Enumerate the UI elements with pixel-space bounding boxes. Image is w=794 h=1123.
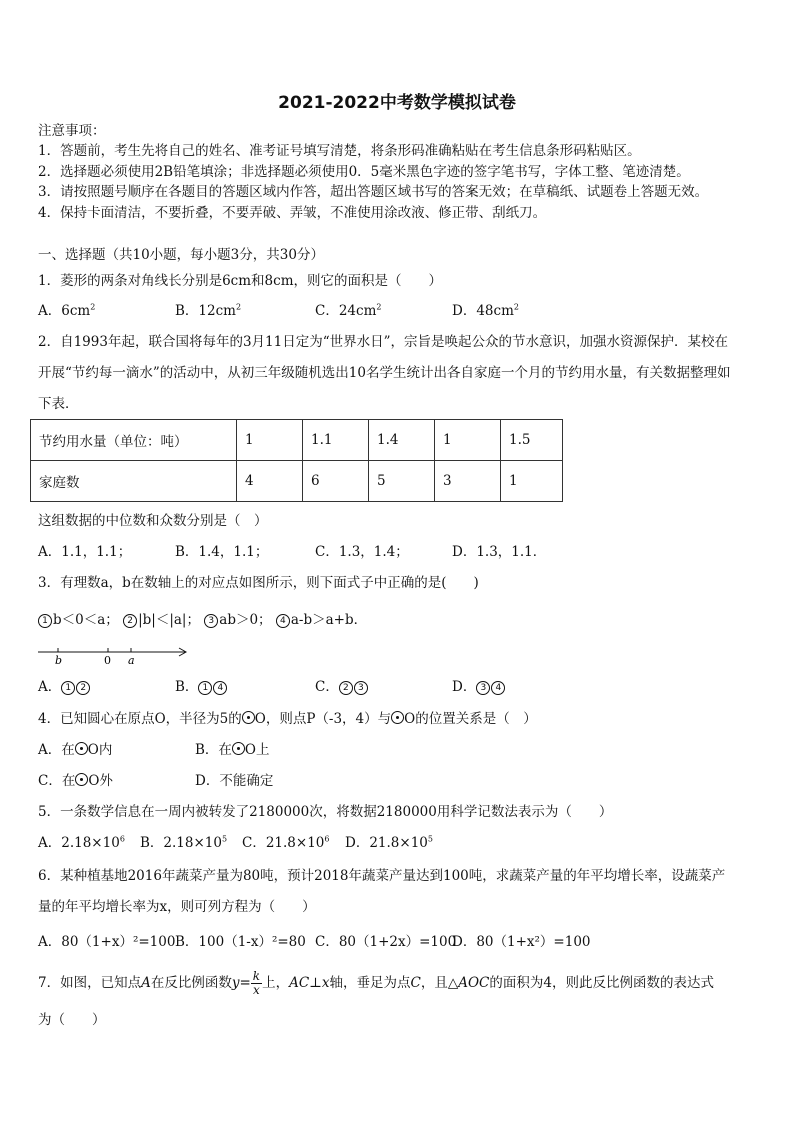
question-1-option-b: B．$12cm^2$ [175, 302, 242, 319]
question-2-option-c: C．1.3，1.4； [315, 544, 409, 560]
question-7-line-2: 为（ ） [38, 1012, 106, 1028]
question-3-stem: 3．有理数a，b在数轴上的对应点如图所示，则下面式子中正确的是( ) [38, 575, 479, 591]
question-5-option-c: C．$21.8\times 10^6$ [242, 834, 330, 851]
page-title: 2021-2022中考数学模拟试卷 [278, 93, 516, 113]
notice-heading: 注意事项： [38, 123, 106, 139]
question-4-stem: 4．已知圆心在原点O，半径为5的 O，则点P（-3，4）与 O的位置关系是（ ） [38, 711, 537, 727]
question-4-option-d: D．不能确定 [195, 773, 274, 789]
question-2-line-2: 开展“节约每一滴水”的活动中，从初三年级随机选出10名学生统计出各自家庭一个月的节约用水量，有关数据整理如 [38, 365, 731, 381]
table-row [31, 420, 563, 461]
question-6-line-2: 量的年平均增长率为x，则可列方程为（ ） [38, 899, 316, 915]
circle-o-symbol [242, 711, 255, 724]
notice-item-4: 4．保持卡面清洁，不要折叠，不要弄破、弄皱，不准使用涂改液、修正带、刮纸刀。 [38, 205, 547, 221]
question-5-stem: 5．一条数学信息在一周内被转发了2180000次，将数据2180000用科学记数法表示为（ ） [38, 804, 613, 820]
circle-o-symbol [391, 711, 404, 724]
circled-number: 3 [204, 614, 218, 628]
table-cell: 3 [435, 461, 501, 502]
question-5-option-a: A．$2.18\times 10^6$ [38, 834, 125, 851]
question-6-line-1: 6．某种植基地2016年蔬菜产量为80吨，预计2018年蔬菜产量达到100吨，求蔬菜产量的年平均增长率，设蔬菜产 [38, 868, 726, 884]
table-cell: 5 [369, 461, 435, 502]
label-0: 0 [104, 654, 111, 667]
question-1-option-a: A．$6cm^2$ [38, 302, 96, 319]
question-2-option-a: A．1.1，1.1； [38, 544, 132, 560]
notice-item-1: 1．答题前，考生先将自己的姓名、准考证号填写清楚，将条形码准确粘贴在考生信息条形码粘贴区。 [38, 143, 641, 159]
question-3-option-b: B． 1 4 [175, 678, 228, 696]
question-4-option-a: A．在 O内 [38, 742, 113, 758]
question-4-option-b: B．在 O上 [195, 742, 270, 758]
question-6-option-a: A．80（1+x）²=100 [38, 934, 176, 950]
table-cell: 4 [237, 461, 303, 502]
question-2-prompt: 这组数据的中位数和众数分别是（ ） [38, 513, 268, 529]
question-4-option-c: C．在 O外 [38, 773, 113, 789]
table-cell: 节约用水量（单位：吨） [31, 420, 237, 461]
question-3-option-d: D． 3 4 [452, 678, 506, 696]
notice-item-2: 2．选择题必须使用2B铅笔填涂；非选择题必须使用0．5毫米黑色字迹的签字笔书写，字体工整、笔迹清楚。 [38, 164, 690, 180]
question-2-line-3: 下表． [38, 396, 79, 412]
table-row [31, 461, 563, 502]
table-cell: 家庭数 [31, 461, 237, 502]
question-3-statements: 1 b＜0＜a； 2 |b|＜|a|； 3 ab＞0； 4 a-b＞a+b． [38, 611, 367, 629]
question-1-stem: 1．菱形的两条对角线长分别是6cm和8cm，则它的面积是（ ） [38, 273, 442, 289]
question-6-option-b: B．100（1-x）²=80 [175, 934, 306, 950]
question-2-option-d: D．1.3，1.1． [452, 544, 547, 560]
table-cell: 1 [501, 461, 563, 502]
table-cell: 1.4 [369, 420, 435, 461]
question-5-option-b: B．$2.18\times 10^5$ [140, 834, 228, 851]
question-5-option-d: D．$21.8\times 10^5$ [345, 834, 433, 851]
question-1-option-d: D．$48cm^2$ [452, 302, 519, 319]
question-2-line-1: 2．自1993年起，联合国将每年的3月11日定为“世界水日”，宗旨是唤起公众的节水意识，加强水资源保护．某校在 [38, 334, 729, 350]
question-6-option-c: C．80（1+2x）=100 [315, 934, 457, 950]
number-line-figure [36, 642, 192, 668]
question-3-option-c: C． 2 3 [315, 678, 369, 696]
notice-item-3: 3．请按照题号顺序在各题目的答题区域内作答，超出答题区域书写的答案无效；在草稿纸、试题卷上答题无效。 [38, 184, 709, 200]
table-cell: 6 [303, 461, 369, 502]
question-6-option-d: D．80（1+x²）=100 [452, 934, 591, 950]
water-saving-table [30, 419, 563, 502]
question-7-line-1: 7．如图，已知点A在反比例函数y= $\frac{k}{x}$ 上，AC⊥x轴，垂足为点C，且△AOC的面积为4，则此反比例函数的表达式 [38, 969, 714, 997]
fraction-k-over-x: $\frac{k}{x}$ [252, 969, 261, 997]
table-cell: 1.5 [501, 420, 563, 461]
table-cell: 1 [435, 420, 501, 461]
circled-number: 2 [123, 614, 137, 628]
label-a: a [128, 654, 135, 667]
question-1-option-c: C．$24cm^2$ [315, 302, 382, 319]
label-b: b [55, 654, 63, 667]
table-cell: 1 [237, 420, 303, 461]
circled-number: 4 [276, 614, 290, 628]
circled-number: 1 [38, 614, 52, 628]
section-heading: 一、选择题（共10小题，每小题3分，共30分） [38, 247, 324, 263]
question-3-option-a: A． 1 2 [38, 678, 91, 696]
table-cell: 1.1 [303, 420, 369, 461]
question-2-option-b: B．1.4，1.1； [175, 544, 269, 560]
